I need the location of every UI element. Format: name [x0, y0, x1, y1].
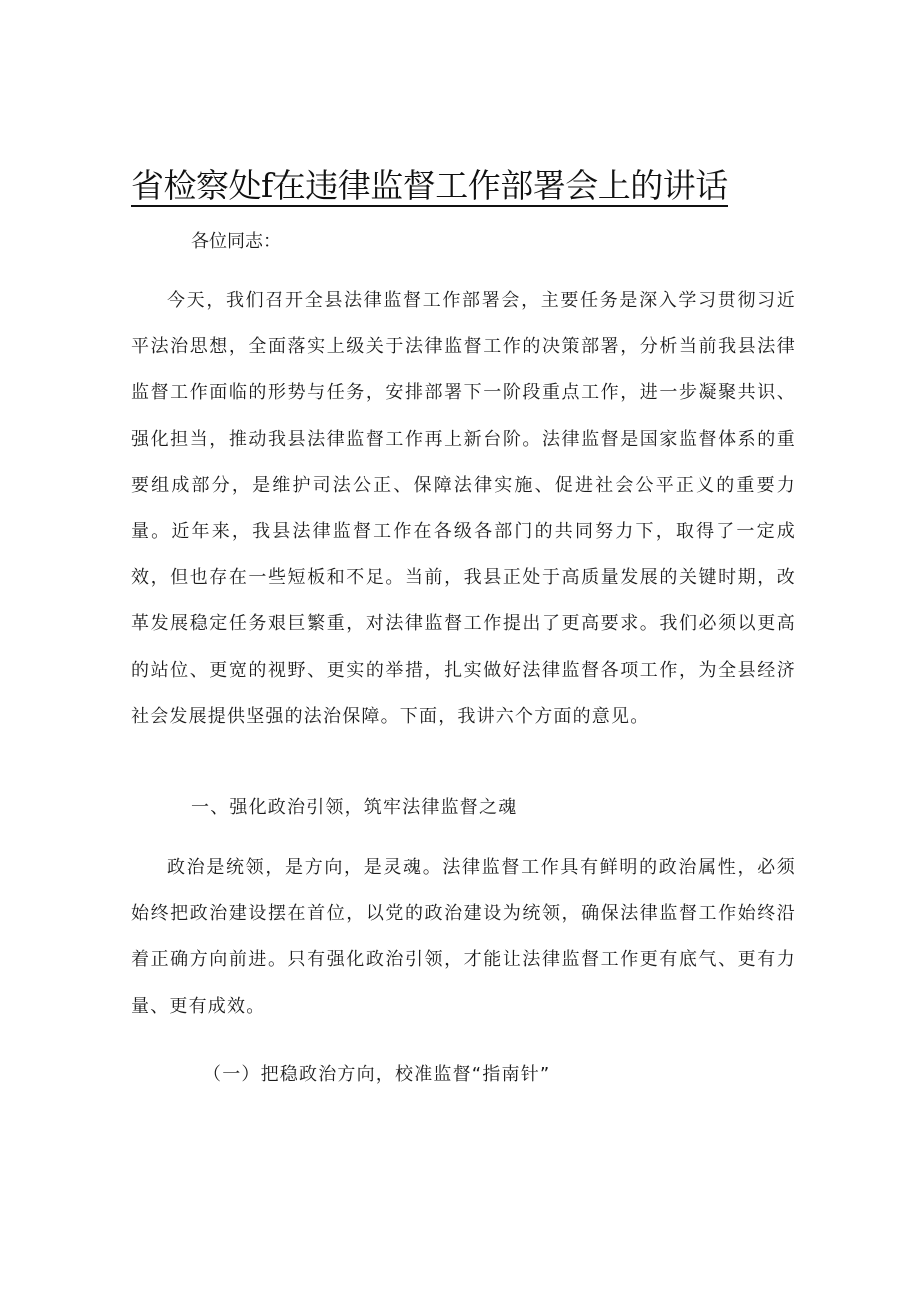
paragraph-intro: 今天，我们召开全县法律监督工作部署会，主要任务是深入学习贯彻习近平法治思想，全面落实上级关于法律监督工作的决策部署，分析当前我县法律监督工作面临的形势与任务，安排部署下一阶段重点工作，进一步凝聚共识、强化担当，推动我县法律监督工作再上新台阶。法律监督是国家监督体系的重要组成部分，是维护司法公正、保障法律实施、促进社会公平正义的重要力量。近年来，我县法律监督工作在各级各部门的共同努力下，取得了一定成效，但也存在一些短板和不足。当前，我县正处于高质量发展的关键时期，改革发展稳定任务艰巨繁重，对法律监督工作提出了更高要求。我们必须以更高的站位、更宽的视野、更实的举措，扎实做好法律监督各项工作，为全县经济社会发展提供坚强的法治保障。下面，我讲六个方面的意见。: [131, 290, 796, 727]
salutation: 各位同志：: [191, 231, 281, 252]
subsection-heading: （一）把稳政治方向，校准监督“指南针”: [203, 1064, 551, 1085]
section-heading: 一、强化政治引领，筑牢法律监督之魂: [191, 797, 518, 818]
document-title: 省检察处f在违律监督工作部署会上的讲话: [131, 166, 728, 205]
paragraph-section-1: 政治是统领，是方向，是灵魂。法律监督工作具有鲜明的政治属性，必须始终把政治建设摆在首位，以党的政治建设为统领，确保法律监督工作始终沿着正确方向前进。只有强化政治引领，才能让法律监督工作更有底气、更有力量、更有成效。: [131, 857, 796, 1017]
